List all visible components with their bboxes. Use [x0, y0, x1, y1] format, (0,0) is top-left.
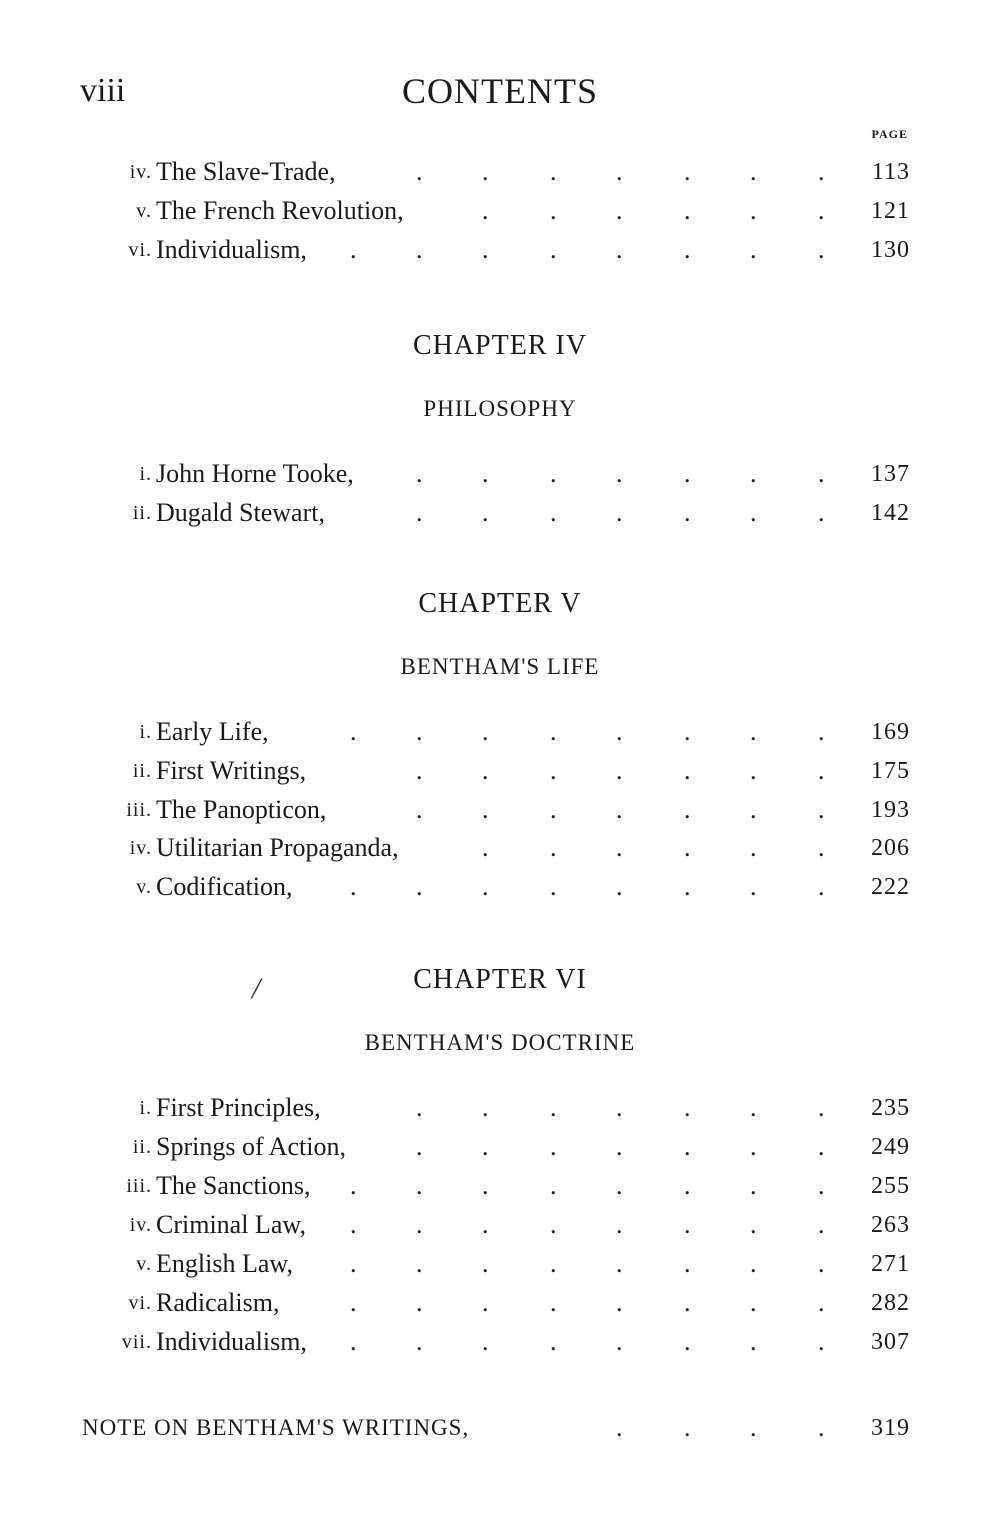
note-entry: NOTE ON BENTHAM'S WRITINGS, . . . . 319	[0, 1410, 1000, 1446]
toc-entry: vi. Individualism, . . . . . . . . 130	[0, 232, 1000, 268]
page-ref: 282	[871, 1290, 910, 1316]
page-ref: 142	[871, 500, 910, 526]
section-number: iv.	[129, 1214, 152, 1236]
page-ref: 113	[871, 159, 910, 185]
page-ref: 137	[871, 461, 910, 487]
section-number: i.	[139, 1097, 152, 1119]
toc-entry: v. The French Revolution, . . . . . . 121	[0, 193, 1000, 229]
section-title: The Sanctions,	[156, 1171, 311, 1200]
toc-entry: i. Early Life, . . . . . . . . 169	[0, 714, 1000, 750]
chapter-subtitle: BENTHAM'S LIFE	[400, 654, 600, 679]
section-title: The Panopticon,	[156, 795, 327, 824]
page-ref: 255	[871, 1173, 910, 1199]
page-ref: 271	[871, 1251, 910, 1277]
toc-entry: iv. Criminal Law, . . . . . . . . 263	[0, 1207, 1000, 1243]
section-title: Radicalism,	[156, 1288, 280, 1317]
chapter-subtitle: PHILOSOPHY	[423, 396, 577, 421]
chapter-heading: CHAPTER IV	[412, 330, 588, 361]
section-number: v.	[136, 1253, 152, 1275]
page-ref: 222	[871, 874, 910, 900]
section-number: v.	[136, 876, 152, 898]
toc-entry: vi. Radicalism, . . . . . . . . 282	[0, 1285, 1000, 1321]
page-number: viii	[80, 72, 126, 109]
section-title: English Law,	[156, 1249, 293, 1278]
section-title: Criminal Law,	[156, 1210, 306, 1239]
toc-entry: i. John Horne Tooke, . . . . . . . 137	[0, 456, 1000, 492]
page-ref: 130	[871, 237, 910, 263]
toc-entry: ii. Springs of Action, . . . . . . . 249	[0, 1129, 1000, 1165]
section-number: i.	[139, 463, 152, 485]
section-number: ii.	[132, 760, 152, 782]
section-number: iv.	[129, 161, 152, 183]
page-ref: 263	[871, 1212, 910, 1238]
page-column-label: PAGE	[871, 127, 908, 141]
toc-entry: v. Codification, . . . . . . . . 222	[0, 869, 1000, 905]
toc-entry: v. English Law, . . . . . . . . 271	[0, 1246, 1000, 1282]
toc-entry: iii. The Panopticon, . . . . . . . 193	[0, 792, 1000, 828]
section-title: The French Revolution,	[156, 196, 404, 225]
page-ref: 307	[871, 1329, 910, 1355]
section-number: i.	[139, 721, 152, 743]
section-number: ii.	[132, 1136, 152, 1158]
page-ref: 193	[871, 797, 910, 823]
section-title: John Horne Tooke,	[156, 459, 354, 488]
page-ref: 169	[871, 719, 910, 745]
toc-entry: iii. The Sanctions, . . . . . . . . 255	[0, 1168, 1000, 1204]
section-title: Individualism,	[156, 1327, 307, 1356]
running-title: CONTENTS	[402, 71, 598, 111]
section-number: vii.	[121, 1331, 152, 1353]
section-number: ii.	[132, 502, 152, 524]
toc-entry: i. First Principles, . . . . . . . 235	[0, 1090, 1000, 1126]
section-title: Dugald Stewart,	[156, 498, 325, 527]
section-title: Early Life,	[156, 717, 269, 746]
page-ref: 175	[871, 758, 910, 784]
pencil-mark: /	[252, 972, 261, 1005]
page-ref: 121	[871, 198, 910, 224]
section-number: vi.	[128, 1292, 152, 1314]
section-number: iii.	[126, 1175, 152, 1197]
section-title: Springs of Action,	[156, 1132, 346, 1161]
page-ref: 319	[871, 1415, 910, 1441]
section-title: Codification,	[156, 872, 293, 901]
section-title: First Principles,	[156, 1093, 321, 1122]
chapter-subtitle: BENTHAM'S DOCTRINE	[364, 1030, 636, 1055]
section-title: First Writings,	[156, 756, 307, 785]
page-ref: 235	[871, 1095, 910, 1121]
toc-entry: iv. The Slave-Trade, . . . . . . . 113	[0, 154, 1000, 190]
page-ref: 249	[871, 1134, 910, 1160]
section-title: Individualism,	[156, 235, 307, 264]
section-number: iii.	[126, 799, 152, 821]
section-number: iv.	[129, 837, 152, 859]
toc-entry: iv. Utilitarian Propaganda, . . . . . . 206	[0, 830, 1000, 866]
section-number: v.	[136, 200, 152, 222]
page-ref: 206	[871, 835, 910, 861]
section-title: Utilitarian Propaganda,	[156, 833, 399, 862]
note-title: NOTE ON BENTHAM'S WRITINGS,	[82, 1415, 470, 1440]
chapter-heading: CHAPTER V	[418, 588, 582, 619]
section-title: The Slave-Trade,	[156, 157, 336, 186]
toc-entry: ii. Dugald Stewart, . . . . . . . 142	[0, 495, 1000, 531]
chapter-heading: CHAPTER VI	[413, 964, 587, 995]
toc-entry: ii. First Writings, . . . . . . . 175	[0, 753, 1000, 789]
toc-entry: vii. Individualism, . . . . . . . . 307	[0, 1324, 1000, 1360]
section-number: vi.	[128, 239, 152, 261]
